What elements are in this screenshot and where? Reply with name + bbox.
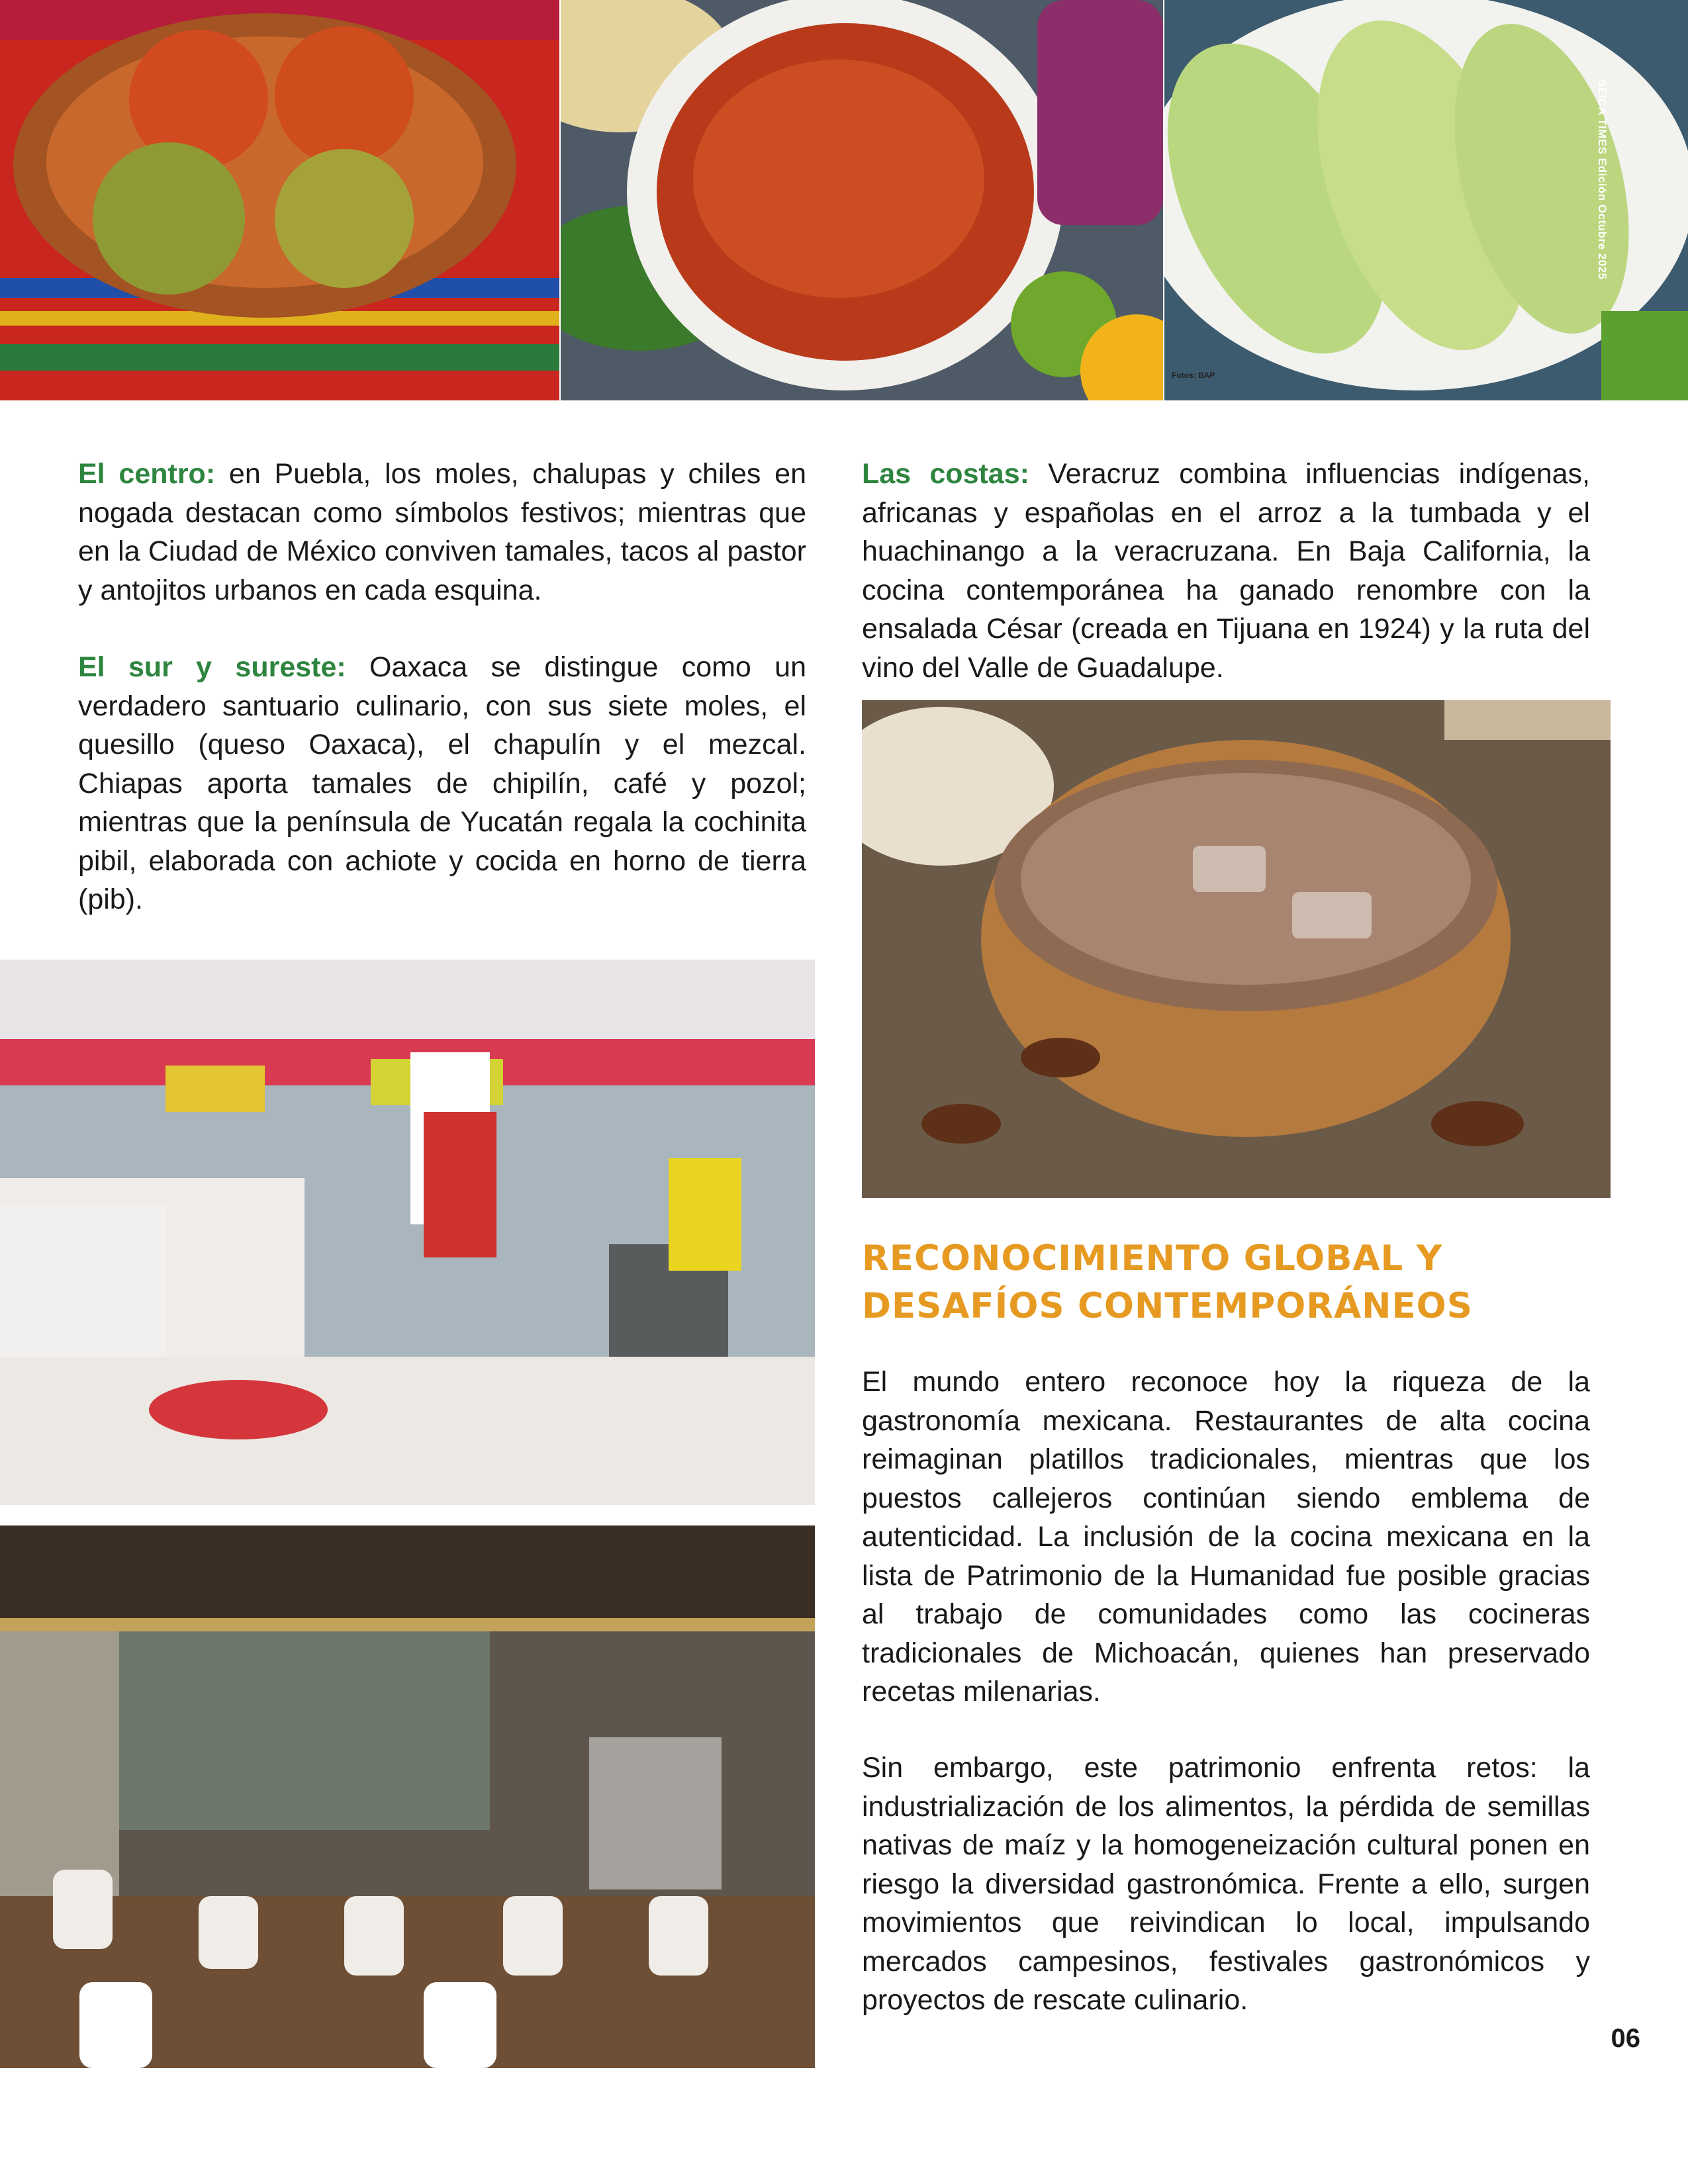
lead-el-sur: El sur y sureste:	[78, 651, 346, 683]
lead-las-costas: Las costas:	[862, 458, 1029, 490]
paragraph-reconocimiento: El mundo entero reconoce hoy la riqueza de la gastronomía mexicana. Restaurantes de alta cocina reimaginan platillos tradicionales, mientras que los puestos callejeros continúan siendo emblema de autenticidad. La inclusión de la cocina mexicana en la lista de Patrimonio de la Humanidad fue posible gracias al trabajo de comunidades como las cocineras tradicionales de Michoacán, quienes han preservado recetas milenarias.	[862, 1366, 1590, 1707]
text-el-sur: Oaxaca se distingue como un verdadero santuario culinario, con sus siete moles, el quesillo (queso Oaxaca), el chapulín y el mezcal. Chiapas aporta tamales de chipilín, café y pozol; mientras que la península de Yucatán regala la cochinita pibil, elaborada con achiote y cocida en horno de tierra (pib).	[78, 651, 806, 915]
text-el-centro: en Puebla, los moles, chalupas y chiles en nogada destacan como símbolos festivos; mientras que en la Ciudad de México conviven tamales, tacos al pastor y antojitos urbanos en cada esquina.	[78, 458, 807, 606]
section-heading: RECONOCIMIENTO GLOBAL Y DESAFÍOS CONTEMPORÁNEOS	[862, 1238, 1473, 1326]
lead-el-centro: El centro:	[78, 458, 216, 490]
photo-pozol	[862, 700, 1611, 1198]
photo-credit: Fotos: BAP	[1172, 371, 1215, 380]
photo-ensalada-cesar	[1164, 0, 1688, 400]
photo-cochinita-pibil	[561, 0, 1163, 400]
paragraph-el-centro	[78, 455, 806, 610]
paragraph-desafios: Sin embargo, este patrimonio enfrenta retos: la industrialización de los alimentos, la pérdida de semillas nativas de maíz y la homogeneización cultural ponen en riesgo la diversidad gastronómica. Frente a ello, surgen movimientos que reivindican lo local, impulsando mercados campesinos, festivales gastronómicos y proyectos de rescate culinario.	[862, 1752, 1590, 2016]
photo-street-market	[0, 960, 815, 1505]
side-caption: SEICA TIMES Edición Octubre 2025	[1596, 79, 1609, 280]
text-las-costas: Veracruz combina influencias indígenas, africanas y españolas en el arroz a la tumbada y el huachinango a la veracruzana. En Baja California, la cocina contemporánea ha ganado renombre con la ensalada César (creada en Tijuana en 1924) y la ruta del vino del Valle de Guadalupe.	[862, 458, 1591, 684]
photo-restaurant	[0, 1525, 815, 2068]
page-number: 06	[1611, 2024, 1640, 2053]
paragraph-el-sur	[78, 648, 806, 919]
paragraph-las-costas	[862, 455, 1590, 687]
photo-chalupas	[0, 0, 559, 400]
